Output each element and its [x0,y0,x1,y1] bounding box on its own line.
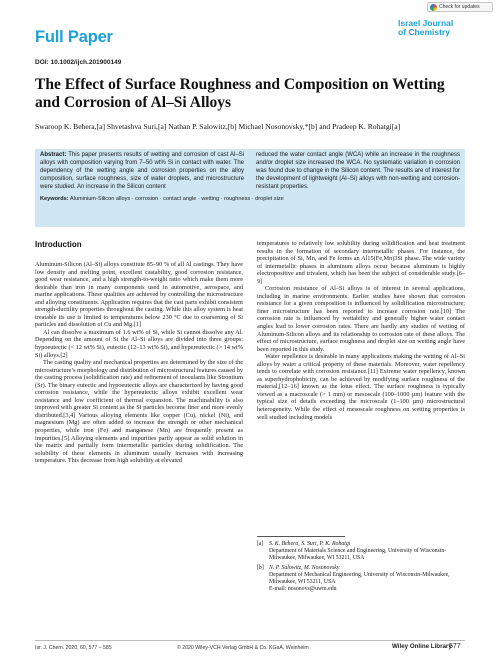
paragraph: Aluminum-Silicon (Al–Si) alloys constitute 85–90 % of all Al castings. They have low density and melting point, excellent castability, good corrosion resistance, good wear resistance, and a high strength-to-weight ratio which make them more desirable than iron in many components used in automotive, aerospace, and marine applications. These qualities are achieved by controlling the microstructure and alloying constituents. Application requires that the cast parts exhibit consistent strength-ductility properties throughout the casting. While this alloy system is heat treatable its use is limited to temperatures below 230 °C due to coarsening of Si particles and dissolution of Cu and Mg.[1] [35,261,243,329]
page-number: 577 [449,643,461,650]
keywords [40,196,460,204]
affiliation-b [257,565,465,593]
affiliation-address: Department of Mechanical Engineering, University of Wisconsin-Milwaukee, Milwaukee, WI 53211, USA [269,572,450,585]
affiliation-authors: S. K. Behera, S. Suri, P. K. Rohatgi [269,541,351,547]
footer-citation: Isr. J. Chem. 2020, 60, 577 – 585 [35,645,112,651]
body-column-left [35,261,243,465]
footnote-body [269,541,465,562]
doi-link[interactable]: DOI: 10.1002/ijch.201900149 [35,59,122,66]
crossmark-icon [430,4,437,11]
journal-name-line-2: of Chemistry [398,27,450,37]
footnote-marker: [b] [257,565,264,571]
body-column-right [257,240,465,421]
footer-divider [35,640,465,641]
abstract-left-column [40,152,244,192]
keywords-list: Aluminium-Silicon alloys · corrosion · contact angle · wetting · roughness · droplet size [69,195,284,202]
affiliation-footnotes [257,541,465,593]
footer-copyright: © 2020 Wiley-VCH Verlag GmbH & Co. KGaA, Weinheim [177,645,309,651]
abstract-text-right: reduced the water contact angle (WCA) while an increase in the roughness and/or droplet size increased the WCA. No systematic variation in corrosion was found due to change in the Silicon content. The results are of interest for the development of lightweight (Al–Si) alloys with non-wetting and corrosion-resistant properties. [256,152,461,190]
wiley-online-library-link[interactable]: Wiley Online Library [392,643,452,650]
journal-name [398,19,466,37]
journal-name-line-1: Israel Journal [398,18,454,28]
affiliation-address: Department of Materials Science and Engineering, University of Wisconsin-Milwaukee, Milwaukee, WI 53211, USA [269,548,447,561]
keywords-label: Keywords: [40,195,69,202]
article-title: The Effect of Surface Roughness and Composition on Wetting and Corrosion of Al–Si Alloys [35,76,445,111]
abstract-label: Abstract: [40,152,67,158]
paragraph: Al can dissolve a maximum of 1.6 wt% of Si, while Si cannot dissolve any Al. Depending on the amount of Si the Al–Si alloys are divided into three groups: hypoeutectic (< 12 wt% Si), eutectic (12–13 wt% Si), and hypereutectic (> 14 wt% Si) alloys.[2] [35,328,243,359]
footnote-divider [257,536,345,537]
paragraph: The casting quality and mechanical properties are determined by the size of the microstructure’s morphology and distribution of microstructural features caused by the casting process (solidification rate) and refinement of inoculants like Strontium (Sr). The binary eutectic and hypoeutectic alloys are characterized by having good corrosion resistance, while the hypereutectic alloys exhibit excellent wear resistance and low coefficient of thermal expansion. The machinability is also improved with greater Si content as the Si particles become finer and more evenly distributed.[3,4] Various alloying elements like copper (Cu), nickel (Ni), and magnesium (Mg) are often added to increase the strength or other mechanical properties, while iron (Fe) and manganese (Mn) are frequently present as impurities.[5] Alloying elements and impurities partly appear as solid solution in the matrix and partially form intermetallic particles during solidification. The solubility of these elements in aluminum usually increases with increasing temperature. This decrease from high solubility at elevated [35,359,243,465]
footnote-body [269,565,465,593]
abstract-box [35,149,465,227]
affiliation-authors: N. P. Salowitz, M. Nosonovsky [269,565,340,571]
footnote-marker: [a] [257,541,264,547]
author-list: Swaroop K. Behera,[a] Shvetashva Suri,[a] Nathan P. Salowitz,[b] Michael Nosonovsky,*[b] and Pradeep K. Rohatgi[a] [35,122,401,131]
paragraph: temperatures to relatively low solubility during solidification and heat treatment results in the formation of secondary intermetallic phases. For instance, the precipitation of Si, Mn, and Fe forms an Al15(Fe,Mn)3Si phase. The wide variety of intermetallic phases in aluminum alloys occur because aluminum is highly electropositive and trivalent, which has been the subject of considerable study.[6–9] [257,240,465,285]
check-for-updates-label: Check for updates [439,4,480,10]
article-type-label: Full Paper [35,28,113,46]
section-heading-introduction: Introduction [35,240,82,249]
corresponding-email[interactable]: E-mail: nosonovs@uwm.edu [269,586,337,592]
affiliation-a [257,541,465,562]
paragraph: Corrosion resistance of Al–Si alloys is of interest in several applications, including in marine environments. Earlier studies have shown that corrosion resistance for a given composition is influenced by solidification microstructure; finer microstructure has been reported to increase corrosion rate.[10] The corrosion rate is influenced by wettability and generally higher water contact angles lead to lower corrosion rates. There are hardly any studies of wetting of Aluminum-Silicon alloys and its relationship to corrosion rate of these alloys. The effect of microstructure, surface roughness and droplet size on wetting angle have been reported in this study. [257,285,465,353]
paragraph: Water repellence is desirable in many applications making the wetting of Al–Si alloys by water a critical property of these materials. Moreover, water repellency tends to correlate with corrosion resistance.[11] Extreme water repellency, known as superhydrophobicity, can be achieved by modifying surface roughness of the material,[12–16] known as the lotus effect. The surface roughness is typically viewed as a macroscale (> 1 mm) or mesoscale (100–1000 µm) feature with the typical size of details exceeding the microscale (1–100 µm) microstructural heterogeneity. While the effect of mesoscale roughness on wetting properties is well studied including models [257,353,465,421]
abstract-text-left: This paper presents results of wetting and corrosion of cast Al–Si alloys with composition varying from 7–50 wt% Si in contact with water. The dependency of the wetting angle and corrosion properties on the alloy composition, surface roughness, size of water droplets, and microstructure were studied. An increase in the Silicon content [40,152,245,190]
check-for-updates-button[interactable] [427,2,493,12]
